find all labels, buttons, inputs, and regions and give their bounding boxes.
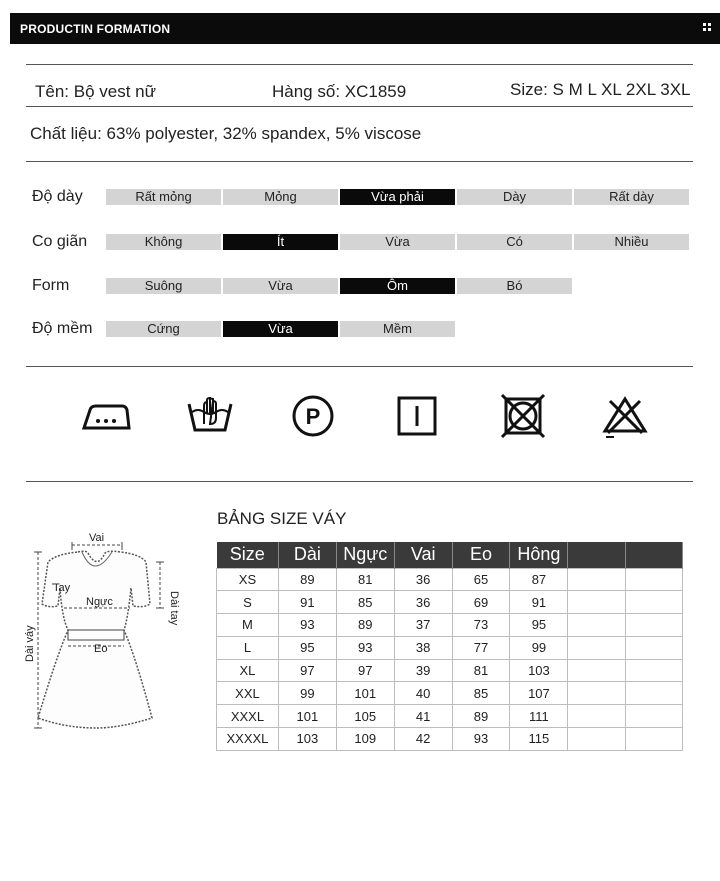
table-cell bbox=[568, 636, 626, 659]
size-table-header bbox=[217, 542, 683, 568]
table-row bbox=[217, 659, 683, 682]
size-table-header-cell bbox=[626, 542, 683, 568]
table-cell: 89 bbox=[278, 568, 336, 591]
table-row bbox=[217, 591, 683, 614]
property-option: Có bbox=[457, 234, 572, 250]
table-cell: 109 bbox=[336, 728, 394, 751]
property-option: Suông bbox=[106, 278, 221, 294]
table-cell: 40 bbox=[394, 682, 452, 705]
table-cell: 101 bbox=[336, 682, 394, 705]
divider bbox=[26, 366, 693, 367]
size-table-header-cell bbox=[568, 542, 626, 568]
table-row bbox=[217, 728, 683, 751]
property-option: Mỏng bbox=[223, 189, 338, 205]
size-table-header-cell: Hông bbox=[510, 542, 568, 568]
table-cell: 39 bbox=[394, 659, 452, 682]
product-material: Chất liệu: 63% polyester, 32% spandex, 5% viscose bbox=[30, 124, 422, 143]
table-cell: XS bbox=[217, 568, 279, 591]
label-waist: Eo bbox=[94, 643, 108, 655]
table-cell bbox=[568, 705, 626, 728]
table-cell: 93 bbox=[278, 614, 336, 637]
table-cell bbox=[568, 591, 626, 614]
table-cell: 105 bbox=[336, 705, 394, 728]
label-sleeve-length: Dài tay bbox=[168, 591, 180, 626]
hand-wash-icon bbox=[186, 396, 234, 434]
table-cell: L bbox=[217, 636, 279, 659]
table-cell bbox=[626, 705, 683, 728]
table-row bbox=[217, 705, 683, 728]
table-cell: 93 bbox=[336, 636, 394, 659]
property-option: Vừa bbox=[223, 278, 338, 294]
label-chest: Ngực bbox=[86, 596, 113, 608]
property-label: Độ mềm bbox=[32, 320, 93, 337]
grid-dots-icon[interactable] bbox=[703, 23, 711, 31]
header-bar bbox=[10, 13, 720, 44]
size-table-header-cell: Size bbox=[217, 542, 279, 568]
header-title: PRODUCTIN FORMATION bbox=[20, 22, 171, 36]
svg-text:P: P bbox=[305, 404, 321, 429]
product-sizes: Size: S M L XL 2XL 3XL bbox=[510, 80, 691, 99]
table-cell: 77 bbox=[452, 636, 510, 659]
property-option: Bó bbox=[457, 278, 572, 294]
property-label: Co giãn bbox=[32, 233, 88, 250]
divider bbox=[26, 161, 693, 162]
table-cell: 41 bbox=[394, 705, 452, 728]
table-cell bbox=[626, 568, 683, 591]
table-cell: 107 bbox=[510, 682, 568, 705]
table-cell bbox=[568, 728, 626, 751]
table-row bbox=[217, 636, 683, 659]
iron-low-heat-icon bbox=[82, 398, 132, 432]
table-cell: 42 bbox=[394, 728, 452, 751]
table-cell: M bbox=[217, 614, 279, 637]
property-option: Cứng bbox=[106, 321, 221, 337]
table-cell: 73 bbox=[452, 614, 510, 637]
table-cell: 36 bbox=[394, 591, 452, 614]
table-cell: 37 bbox=[394, 614, 452, 637]
size-table-header-cell: Vai bbox=[394, 542, 452, 568]
table-cell: 111 bbox=[510, 705, 568, 728]
property-option: Mềm bbox=[340, 321, 455, 337]
table-cell bbox=[626, 591, 683, 614]
property-option: Vừa phải bbox=[340, 189, 455, 205]
property-option: Rất dày bbox=[574, 189, 689, 205]
table-cell: XL bbox=[217, 659, 279, 682]
table-cell: 89 bbox=[452, 705, 510, 728]
table-cell: 81 bbox=[336, 568, 394, 591]
table-cell: 65 bbox=[452, 568, 510, 591]
table-cell: 95 bbox=[278, 636, 336, 659]
table-cell: 38 bbox=[394, 636, 452, 659]
table-cell: 103 bbox=[510, 659, 568, 682]
property-option: Vừa bbox=[340, 234, 455, 250]
table-cell: 115 bbox=[510, 728, 568, 751]
table-cell: 103 bbox=[278, 728, 336, 751]
table-cell bbox=[568, 614, 626, 637]
table-cell: 99 bbox=[510, 636, 568, 659]
table-cell bbox=[626, 636, 683, 659]
property-option: Ít bbox=[223, 234, 338, 250]
table-cell bbox=[626, 682, 683, 705]
table-cell: 85 bbox=[336, 591, 394, 614]
property-option: Ôm bbox=[340, 278, 455, 294]
property-option: Nhiều bbox=[574, 234, 689, 250]
property-label: Độ dày bbox=[32, 188, 83, 205]
table-cell bbox=[626, 614, 683, 637]
table-cell: 99 bbox=[278, 682, 336, 705]
table-cell: XXXL bbox=[217, 705, 279, 728]
divider bbox=[26, 64, 693, 65]
table-cell bbox=[568, 568, 626, 591]
table-cell bbox=[568, 682, 626, 705]
do-not-tumble-dry-icon bbox=[500, 393, 546, 439]
table-cell: XXXXL bbox=[217, 728, 279, 751]
table-cell: XXL bbox=[217, 682, 279, 705]
product-name: Tên: Bộ vest nữ bbox=[35, 82, 156, 101]
table-cell: 97 bbox=[336, 659, 394, 682]
size-table bbox=[216, 542, 683, 751]
table-cell: 97 bbox=[278, 659, 336, 682]
table-cell: 101 bbox=[278, 705, 336, 728]
table-cell bbox=[626, 728, 683, 751]
property-label: Form bbox=[32, 277, 70, 294]
table-cell bbox=[626, 659, 683, 682]
size-table-header-cell: Dài bbox=[278, 542, 336, 568]
table-cell: 36 bbox=[394, 568, 452, 591]
label-shoulder: Vai bbox=[89, 532, 105, 544]
property-option: Không bbox=[106, 234, 221, 250]
size-table-header-cell: Eo bbox=[452, 542, 510, 568]
table-row bbox=[217, 682, 683, 705]
table-cell: 91 bbox=[510, 591, 568, 614]
table-cell: 81 bbox=[452, 659, 510, 682]
tumble-dry-line-icon bbox=[397, 396, 437, 436]
table-cell bbox=[568, 659, 626, 682]
label-dress-length: Dài váy bbox=[24, 625, 36, 662]
table-cell: 95 bbox=[510, 614, 568, 637]
table-cell: 87 bbox=[510, 568, 568, 591]
property-option: Rất mỏng bbox=[106, 189, 221, 205]
property-option: Dày bbox=[457, 189, 572, 205]
label-sleeve: Tay bbox=[53, 582, 71, 594]
divider bbox=[26, 106, 693, 107]
table-cell: 93 bbox=[452, 728, 510, 751]
table-cell: 69 bbox=[452, 591, 510, 614]
table-row bbox=[217, 568, 683, 591]
table-cell: 85 bbox=[452, 682, 510, 705]
dry-clean-p-icon bbox=[291, 394, 335, 438]
size-table-title: BẢNG SIZE VÁY bbox=[217, 509, 347, 528]
table-row bbox=[217, 614, 683, 637]
table-cell: 91 bbox=[278, 591, 336, 614]
divider bbox=[26, 481, 693, 482]
property-option: Vừa bbox=[223, 321, 338, 337]
product-code: Hàng số: XC1859 bbox=[272, 82, 407, 101]
dress-diagram bbox=[20, 528, 190, 743]
size-table-header-cell: Ngực bbox=[336, 542, 394, 568]
table-cell: 89 bbox=[336, 614, 394, 637]
do-not-bleach-icon bbox=[602, 395, 648, 439]
table-cell: S bbox=[217, 591, 279, 614]
